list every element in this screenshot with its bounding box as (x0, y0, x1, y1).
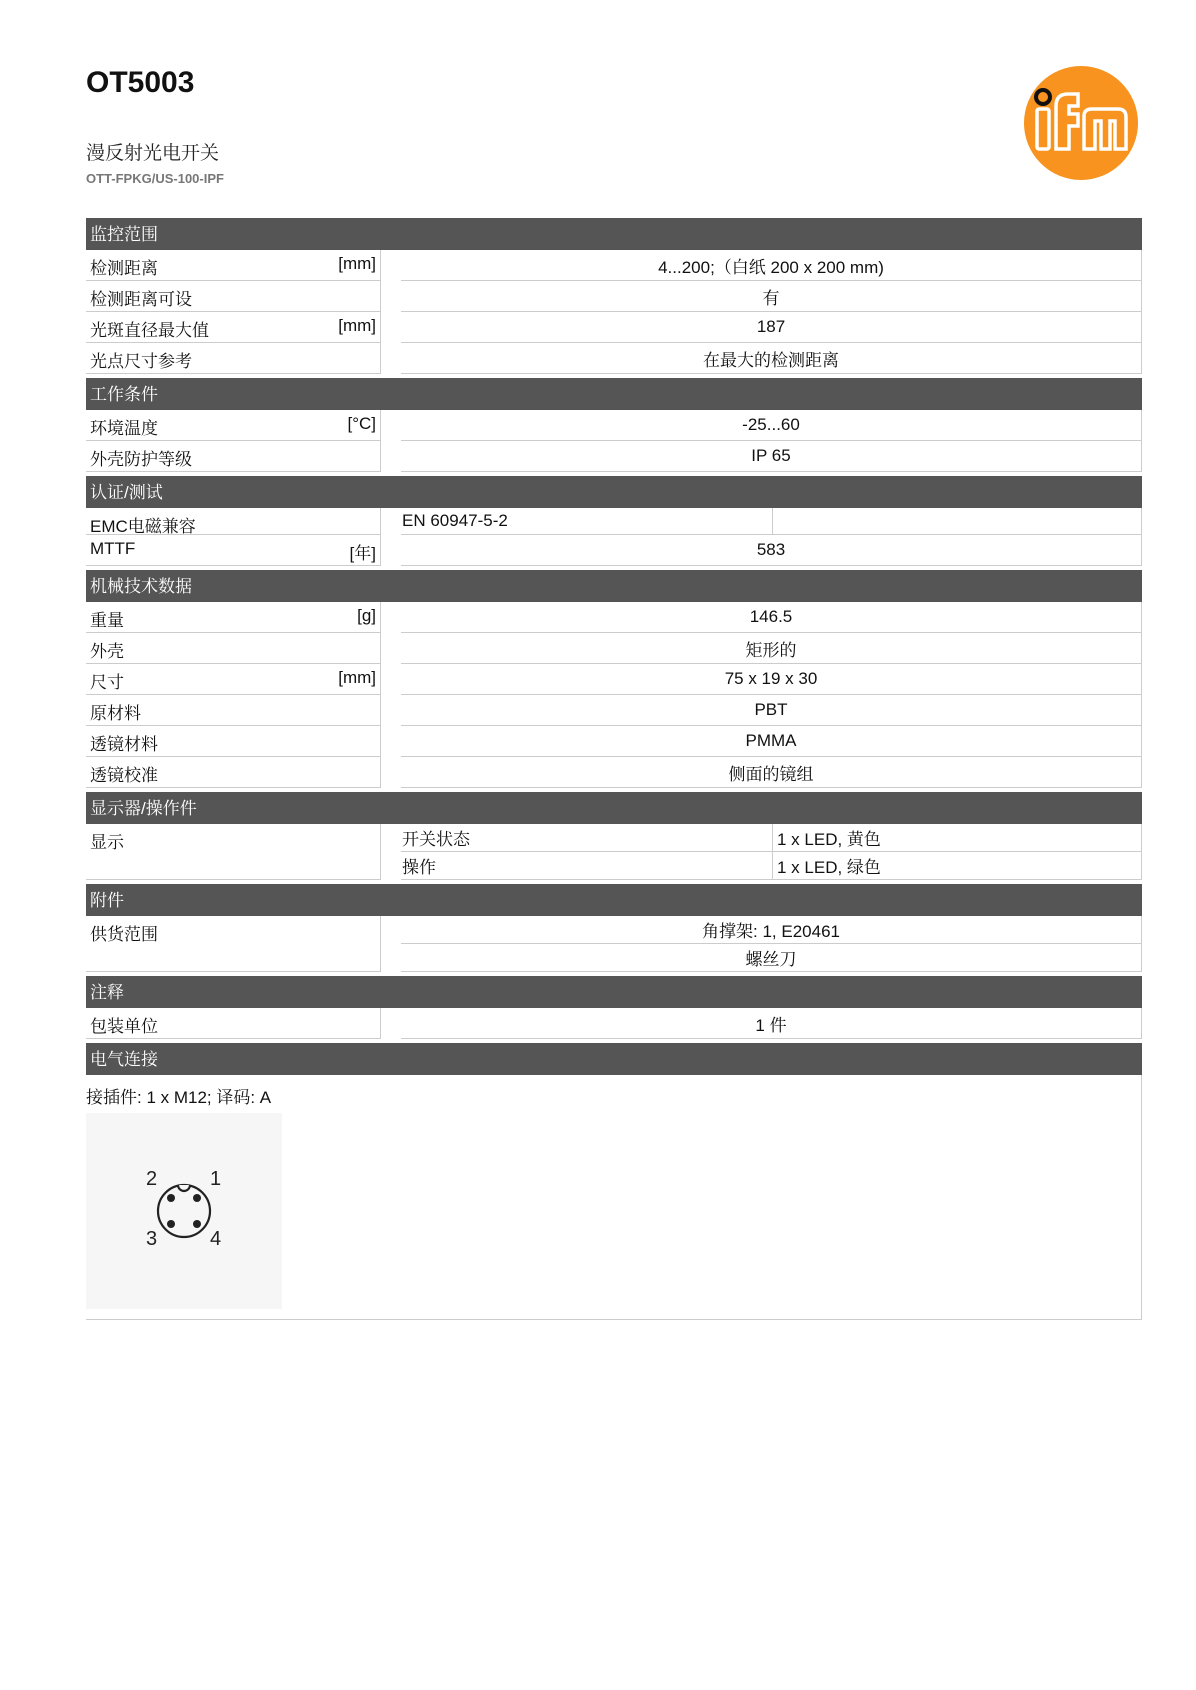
row-value: 在最大的检测距离 (401, 343, 1142, 374)
pin-label: 3 (146, 1228, 158, 1250)
row-label: 光点尺寸参考 (90, 352, 192, 371)
row-value: 螺丝刀 (401, 944, 1142, 972)
table-row (86, 250, 1142, 281)
row-sublabel: 开关状态 (401, 824, 773, 851)
row-value (773, 508, 1141, 534)
electrical-connection (86, 1075, 1142, 1320)
row-label: 外壳防护等级 (90, 450, 192, 469)
table-row (86, 916, 1142, 972)
section-header: 机械技术数据 (86, 570, 1142, 602)
table-row (86, 281, 1142, 312)
spec-table (86, 218, 1142, 1320)
row-value: 1 件 (401, 1008, 1142, 1039)
table-row (86, 726, 1142, 757)
row-value: -25...60 (401, 410, 1142, 441)
pin-label: 4 (210, 1228, 222, 1250)
row-label: 外壳 (90, 642, 124, 661)
row-value: 1 x LED, 黄色 (777, 830, 881, 849)
row-value: PMMA (401, 726, 1142, 757)
row-value: 矩形的 (401, 633, 1142, 664)
row-label: 原材料 (90, 704, 141, 723)
section-header: 附件 (86, 884, 1142, 916)
row-unit: [年] (349, 544, 376, 563)
table-row (86, 1008, 1142, 1039)
row-unit: [°C] (347, 414, 376, 433)
row-label: MTTF (90, 539, 136, 558)
section-header: 注释 (86, 976, 1142, 1008)
row-value: 4...200;（白纸 200 x 200 mm) (401, 250, 1142, 281)
row-value: 75 x 19 x 30 (401, 664, 1142, 695)
row-unit: [mm] (338, 668, 376, 687)
section-header: 监控范围 (86, 218, 1142, 250)
table-row (86, 343, 1142, 374)
row-label: 环境温度 (90, 419, 158, 438)
row-unit: [mm] (338, 254, 376, 273)
table-row (86, 508, 1142, 535)
row-label: 透镜校准 (90, 766, 158, 785)
row-label: 尺寸 (90, 673, 124, 692)
row-sublabel: 操作 (401, 852, 773, 879)
row-label: 显示 (90, 833, 124, 852)
connector-pinout-diagram (86, 1113, 282, 1309)
row-value: 187 (401, 312, 1142, 343)
ifm-logo (1022, 64, 1140, 182)
row-label: 供货范围 (90, 925, 158, 944)
row-label: 检测距离 (90, 259, 158, 278)
table-row (86, 441, 1142, 472)
table-row (86, 695, 1142, 726)
row-value: PBT (401, 695, 1142, 726)
row-label: 包装单位 (90, 1017, 158, 1036)
product-subtitle: 漫反射光电开关 (86, 143, 220, 164)
table-row (86, 410, 1142, 441)
product-title: OT5003 (86, 66, 195, 99)
table-row (86, 312, 1142, 343)
row-value: 有 (401, 281, 1142, 312)
row-value: 1 x LED, 绿色 (777, 858, 881, 877)
table-row (86, 602, 1142, 633)
section-header: 电气连接 (86, 1043, 1142, 1075)
row-label: EMC电磁兼容 (90, 517, 196, 536)
row-value: IP 65 (401, 441, 1142, 472)
row-value: EN 60947-5-2 (401, 508, 773, 534)
row-label: 光斑直径最大值 (90, 321, 209, 340)
row-label: 重量 (90, 611, 124, 630)
table-row (86, 757, 1142, 788)
connector-description: 接插件: 1 x M12; 译码: A (86, 1088, 272, 1107)
section-header: 认证/测试 (86, 476, 1142, 508)
row-value: 583 (401, 535, 1142, 566)
pin-label: 2 (146, 1168, 158, 1190)
row-unit: [g] (357, 606, 376, 625)
product-code: OTT-FPKG/US-100-IPF (86, 171, 224, 186)
row-label: 透镜材料 (90, 735, 158, 754)
section-header: 显示器/操作件 (86, 792, 1142, 824)
row-label: 检测距离可设 (90, 290, 192, 309)
table-row (86, 824, 1142, 880)
pin-label: 1 (210, 1168, 222, 1190)
table-row (86, 664, 1142, 695)
row-unit: [mm] (338, 316, 376, 335)
table-row (86, 535, 1142, 566)
table-row (86, 633, 1142, 664)
row-value: 角撑架: 1, E20461 (401, 916, 1142, 944)
row-value: 侧面的镜组 (401, 757, 1142, 788)
section-header: 工作条件 (86, 378, 1142, 410)
row-value: 146.5 (401, 602, 1142, 633)
